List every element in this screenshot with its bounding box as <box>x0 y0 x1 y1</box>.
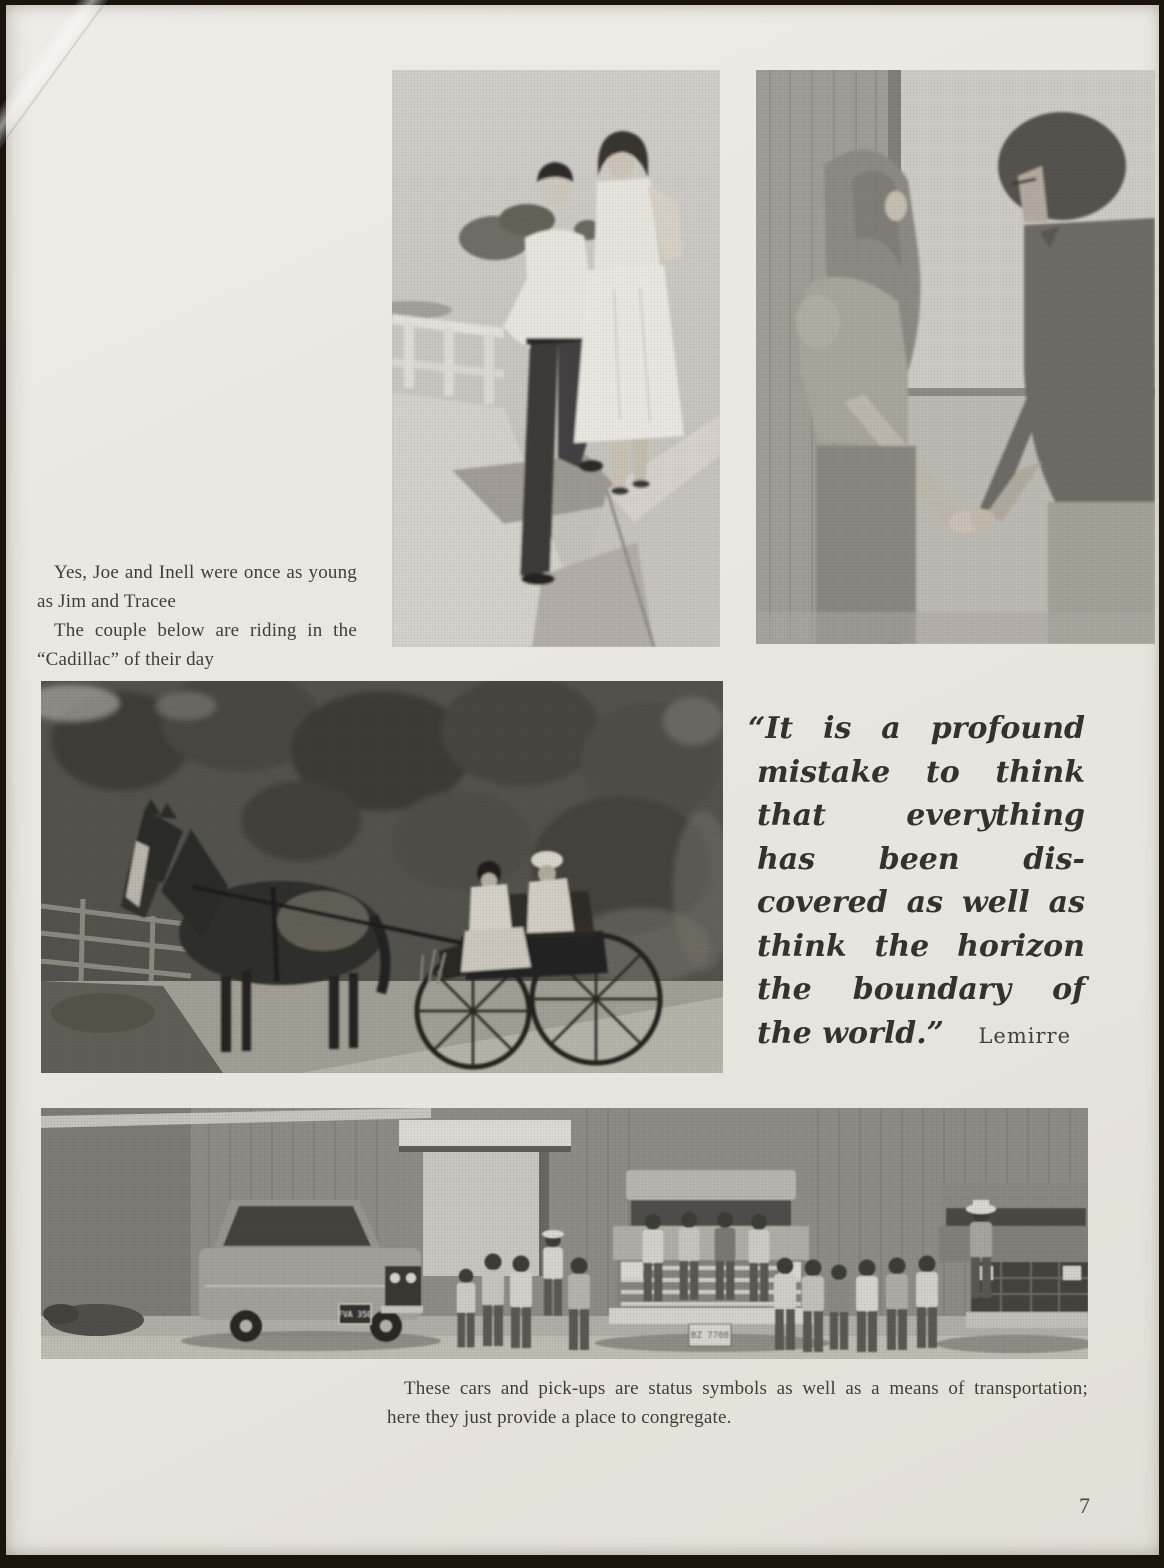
photo-holding-hands-art <box>756 70 1155 644</box>
photo-couple-bridge-art <box>392 70 720 647</box>
photo-horse-buggy <box>41 681 723 1073</box>
pull-quote-lines <box>748 707 1085 1012</box>
text-line: as Jim and Tracee <box>37 591 177 612</box>
photo-holding-hands <box>756 70 1155 644</box>
text-line: think the horizon <box>757 928 1085 964</box>
paper-crease-highlight <box>0 0 122 225</box>
text-line: Yes, Joe and Inell were once as young <box>54 562 357 583</box>
text-line: “It is a profound <box>748 711 1085 746</box>
photo-couple-bridge <box>392 70 720 647</box>
svg-text:BZ 7708: BZ 7708 <box>691 1331 729 1341</box>
text-line: has been dis- <box>757 841 1085 877</box>
caption-bottom <box>387 1374 1088 1432</box>
caption-left <box>37 558 357 674</box>
text-line: These cars and pick-ups are status symbols as well as a means of transportation; <box>404 1378 1088 1399</box>
text-line: the boundary of <box>757 972 1085 1007</box>
pull-quote <box>748 707 1085 1058</box>
svg-text:FVA 350: FVA 350 <box>338 1310 372 1319</box>
page-number: 7 <box>1079 1493 1090 1518</box>
photo-cars-pickups <box>41 1108 1088 1359</box>
text-line: that everything <box>757 798 1085 833</box>
text-line: here they just provide a place to congregate. <box>387 1407 732 1428</box>
pull-quote-closing: the world.” <box>757 1015 944 1051</box>
text-line: “Cadillac” of their day <box>37 649 215 670</box>
text-line: mistake to think <box>757 754 1085 790</box>
paper-crease-line <box>0 0 126 210</box>
photo-cars-pickups-art <box>41 1108 1088 1359</box>
pull-quote-last-line <box>757 1012 1085 1059</box>
text-line: covered as well as <box>757 885 1085 920</box>
page-surface <box>6 5 1159 1555</box>
door-canopy <box>399 1120 571 1146</box>
quote-attribution: Lemirre <box>978 1023 1071 1048</box>
text-line: The couple below are riding in the <box>54 620 357 641</box>
photo-horse-buggy-art <box>41 681 723 1073</box>
